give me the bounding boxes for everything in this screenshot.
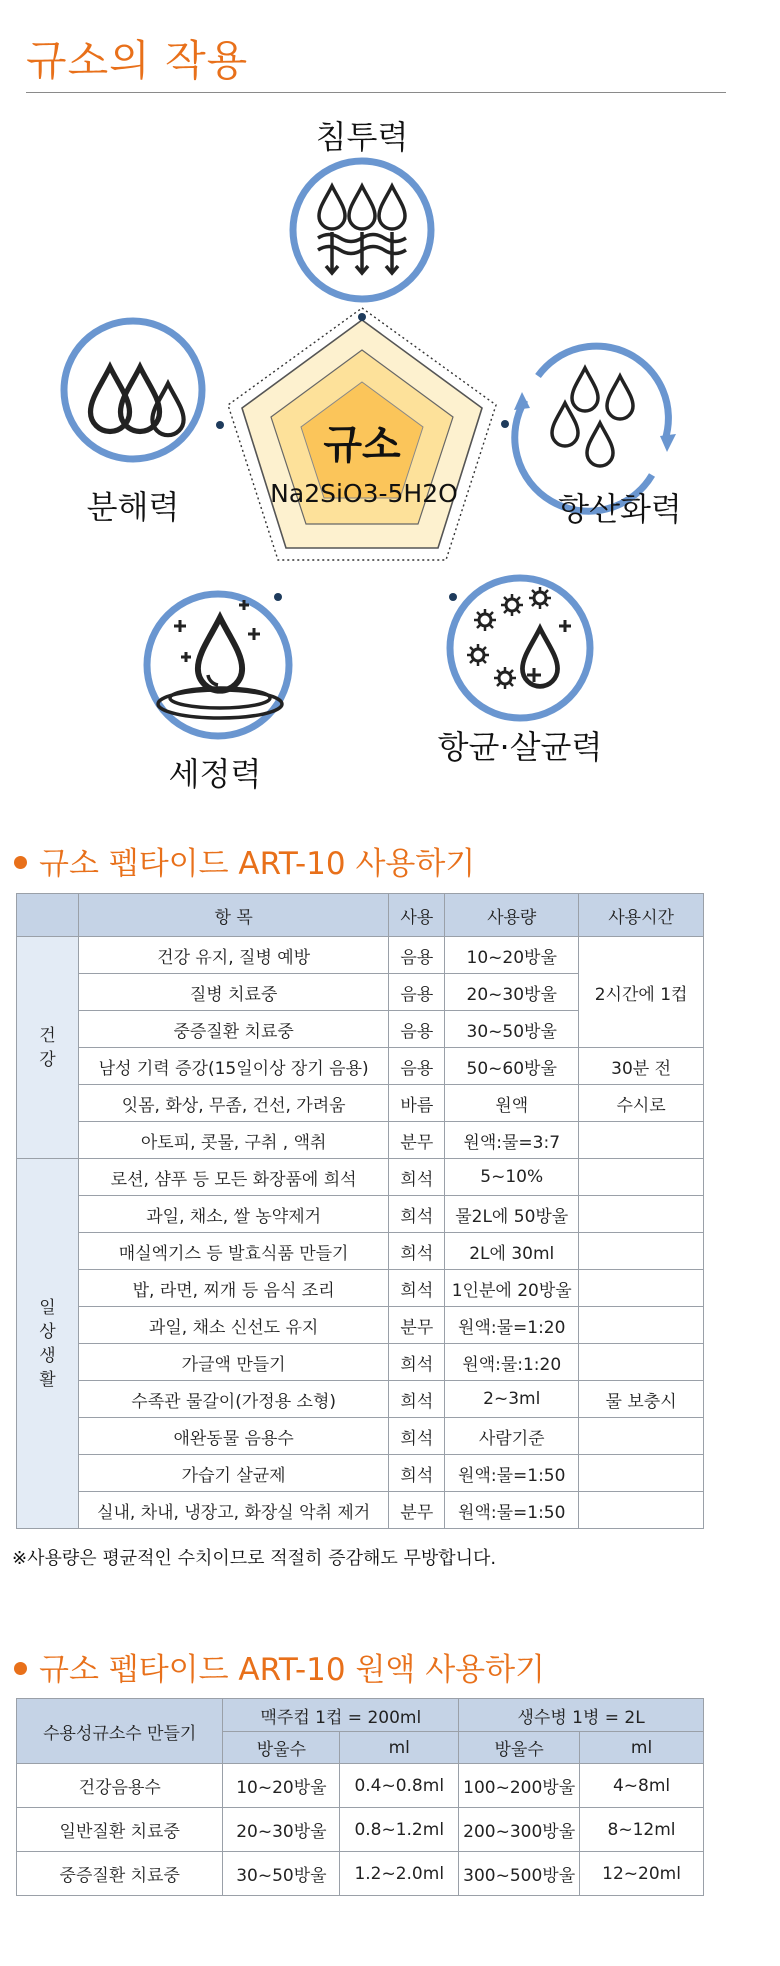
stock-subheader-ml: ml <box>580 1732 704 1764</box>
row-amount: 30~50방울 <box>445 1011 579 1048</box>
row-amount: 원액 <box>445 1085 579 1122</box>
table-row <box>17 1455 704 1492</box>
connector-dot-bottom-left <box>274 593 282 601</box>
stock-table-group-header <box>17 1699 704 1732</box>
table-row <box>17 1381 704 1418</box>
row-use: 희석 <box>389 1455 445 1492</box>
row-amount: 원액:물:1:20 <box>445 1344 579 1381</box>
usage-section-title-text: 규소 펩타이드 ART-10 사용하기 <box>39 846 476 882</box>
row-item: 질병 치료중 <box>78 974 388 1011</box>
bullet-dot <box>14 1662 27 1675</box>
property-label-cleaning: 세정력 <box>168 755 262 790</box>
row-item: 건강 유지, 질병 예방 <box>78 937 388 974</box>
row-item: 중증질환 치료중 <box>78 1011 388 1048</box>
row-amount: 원액:물=1:50 <box>445 1455 579 1492</box>
stock-cell: 200~300방울 <box>459 1808 580 1852</box>
stock-cell: 0.4~0.8ml <box>340 1764 459 1808</box>
bullet-dot <box>14 856 27 869</box>
row-use: 음용 <box>389 1011 445 1048</box>
stock-cell: 0.8~1.2ml <box>340 1808 459 1852</box>
row-item: 밥, 라면, 찌개 등 음식 조리 <box>78 1270 388 1307</box>
row-item: 과일, 채소 신선도 유지 <box>78 1307 388 1344</box>
connector-dot-right <box>501 420 509 428</box>
stock-cell: 1.2~2.0ml <box>340 1852 459 1896</box>
row-time <box>579 1233 704 1270</box>
stock-cell: 10~20방울 <box>223 1764 340 1808</box>
row-time <box>579 1196 704 1233</box>
header-use: 사용 <box>389 894 445 937</box>
row-item: 가글액 만들기 <box>78 1344 388 1381</box>
header-blank <box>17 894 79 937</box>
stock-cell: 100~200방울 <box>459 1764 580 1808</box>
usage-table <box>16 893 704 1529</box>
stock-cell: 4~8ml <box>580 1764 704 1808</box>
row-item: 가습기 살균제 <box>78 1455 388 1492</box>
row-use: 희석 <box>389 1270 445 1307</box>
row-item: 애완동물 음용수 <box>78 1418 388 1455</box>
property-label-penetration: 침투력 <box>315 118 409 156</box>
stock-row-label: 일반질환 치료중 <box>17 1808 223 1852</box>
table-row <box>17 937 704 974</box>
table-row <box>17 1159 704 1196</box>
stock-cell: 12~20ml <box>580 1852 704 1896</box>
row-time: 물 보충시 <box>579 1381 704 1418</box>
stock-section-title-text: 규소 펩타이드 ART-10 원액 사용하기 <box>39 1652 545 1688</box>
row-amount: 원액:물=3:7 <box>445 1122 579 1159</box>
stock-cell: 300~500방울 <box>459 1852 580 1896</box>
stock-cell: 8~12ml <box>580 1808 704 1852</box>
row-item: 잇몸, 화상, 무좀, 건선, 가려움 <box>78 1085 388 1122</box>
table-row <box>17 1492 704 1529</box>
usage-note: ※사용량은 평균적인 수치이므로 적절히 증감해도 무방합니다. <box>12 1548 497 1569</box>
connector-dot-left <box>216 421 224 429</box>
table-row <box>17 1122 704 1159</box>
property-label-antibacterial: 항균·살균력 <box>437 728 603 766</box>
row-use: 바름 <box>389 1085 445 1122</box>
title-divider <box>26 92 726 93</box>
table-row <box>17 1196 704 1233</box>
table-row <box>17 1852 704 1896</box>
stock-col-group-cup: 맥주컵 1컵 = 200ml <box>223 1699 459 1732</box>
row-amount: 5~10% <box>445 1159 579 1196</box>
row-item: 아토피, 콧물, 구취 , 액취 <box>78 1122 388 1159</box>
row-use: 음용 <box>389 1048 445 1085</box>
row-item: 과일, 채소, 쌀 농약제거 <box>78 1196 388 1233</box>
page-title: 규소의 작용 <box>26 36 249 85</box>
header-item: 항 목 <box>78 894 388 937</box>
table-row <box>17 1764 704 1808</box>
row-time <box>579 1159 704 1196</box>
stock-col-group-bottle: 생수병 1병 = 2L <box>459 1699 704 1732</box>
row-item: 매실엑기스 등 발효식품 만들기 <box>78 1233 388 1270</box>
row-use: 음용 <box>389 974 445 1011</box>
stock-row-label: 건강음용수 <box>17 1764 223 1808</box>
center-formula: Na2SiO3-5H2O <box>270 479 458 508</box>
row-use: 음용 <box>389 937 445 974</box>
row-amount: 2~3ml <box>445 1381 579 1418</box>
row-use: 희석 <box>389 1196 445 1233</box>
row-amount: 2L에 30ml <box>445 1233 579 1270</box>
row-item: 수족관 물갈이(가정용 소형) <box>78 1381 388 1418</box>
table-row <box>17 1233 704 1270</box>
property-label-decomposition: 분해력 <box>86 488 180 526</box>
row-amount: 원액:물=1:20 <box>445 1307 579 1344</box>
row-time <box>579 1418 704 1455</box>
usage-table-header <box>17 894 704 937</box>
header-time: 사용시간 <box>579 894 704 937</box>
group-daily-life: 일 상 생 활 <box>17 1159 79 1529</box>
row-amount: 20~30방울 <box>445 974 579 1011</box>
table-row <box>17 1307 704 1344</box>
table-row <box>17 1808 704 1852</box>
row-use: 희석 <box>389 1233 445 1270</box>
row-time <box>579 1455 704 1492</box>
row-use: 희석 <box>389 1159 445 1196</box>
row-amount: 물2L에 50방울 <box>445 1196 579 1233</box>
group-health: 건 강 <box>17 937 79 1159</box>
row-item: 남성 기력 증강(15일이상 장기 음용) <box>78 1048 388 1085</box>
stock-section-title <box>14 1644 545 1689</box>
center-title: 규소 <box>323 422 401 468</box>
row-item: 로션, 샴푸 등 모든 화장품에 희석 <box>78 1159 388 1196</box>
header-amount: 사용량 <box>445 894 579 937</box>
stock-cell: 30~50방울 <box>223 1852 340 1896</box>
row-use: 분무 <box>389 1122 445 1159</box>
stock-cell: 20~30방울 <box>223 1808 340 1852</box>
row-amount: 사람기준 <box>445 1418 579 1455</box>
silicon-action-diagram <box>0 100 780 790</box>
row-item: 실내, 차내, 냉장고, 화장실 악취 제거 <box>78 1492 388 1529</box>
stock-row-label: 중증질환 치료중 <box>17 1852 223 1896</box>
stock-corner-header: 수용성규소수 만들기 <box>17 1699 223 1764</box>
row-time: 수시로 <box>579 1085 704 1122</box>
table-row <box>17 1344 704 1381</box>
usage-section-title <box>14 838 475 883</box>
property-ring-decomposition <box>64 321 202 459</box>
row-amount: 원액:물=1:50 <box>445 1492 579 1529</box>
row-use: 희석 <box>389 1381 445 1418</box>
row-time <box>579 1122 704 1159</box>
table-row <box>17 1048 704 1085</box>
stock-subheader-ml: ml <box>340 1732 459 1764</box>
stock-subheader-drops: 방울수 <box>223 1732 340 1764</box>
row-time <box>579 1307 704 1344</box>
connector-dot-top <box>358 313 366 321</box>
stock-table <box>16 1698 704 1896</box>
table-row <box>17 1270 704 1307</box>
row-time: 2시간에 1컵 <box>579 937 704 1048</box>
row-time: 30분 전 <box>579 1048 704 1085</box>
table-row <box>17 1085 704 1122</box>
row-amount: 10~20방울 <box>445 937 579 974</box>
property-label-antioxidant: 항산화력 <box>558 490 682 528</box>
table-row <box>17 1418 704 1455</box>
row-time <box>579 1270 704 1307</box>
row-amount: 50~60방울 <box>445 1048 579 1085</box>
connector-dot-bottom-right <box>449 593 457 601</box>
row-amount: 1인분에 20방울 <box>445 1270 579 1307</box>
stock-subheader-drops: 방울수 <box>459 1732 580 1764</box>
row-use: 희석 <box>389 1418 445 1455</box>
row-use: 분무 <box>389 1492 445 1529</box>
row-time <box>579 1344 704 1381</box>
row-use: 희석 <box>389 1344 445 1381</box>
row-time <box>579 1492 704 1529</box>
row-use: 분무 <box>389 1307 445 1344</box>
